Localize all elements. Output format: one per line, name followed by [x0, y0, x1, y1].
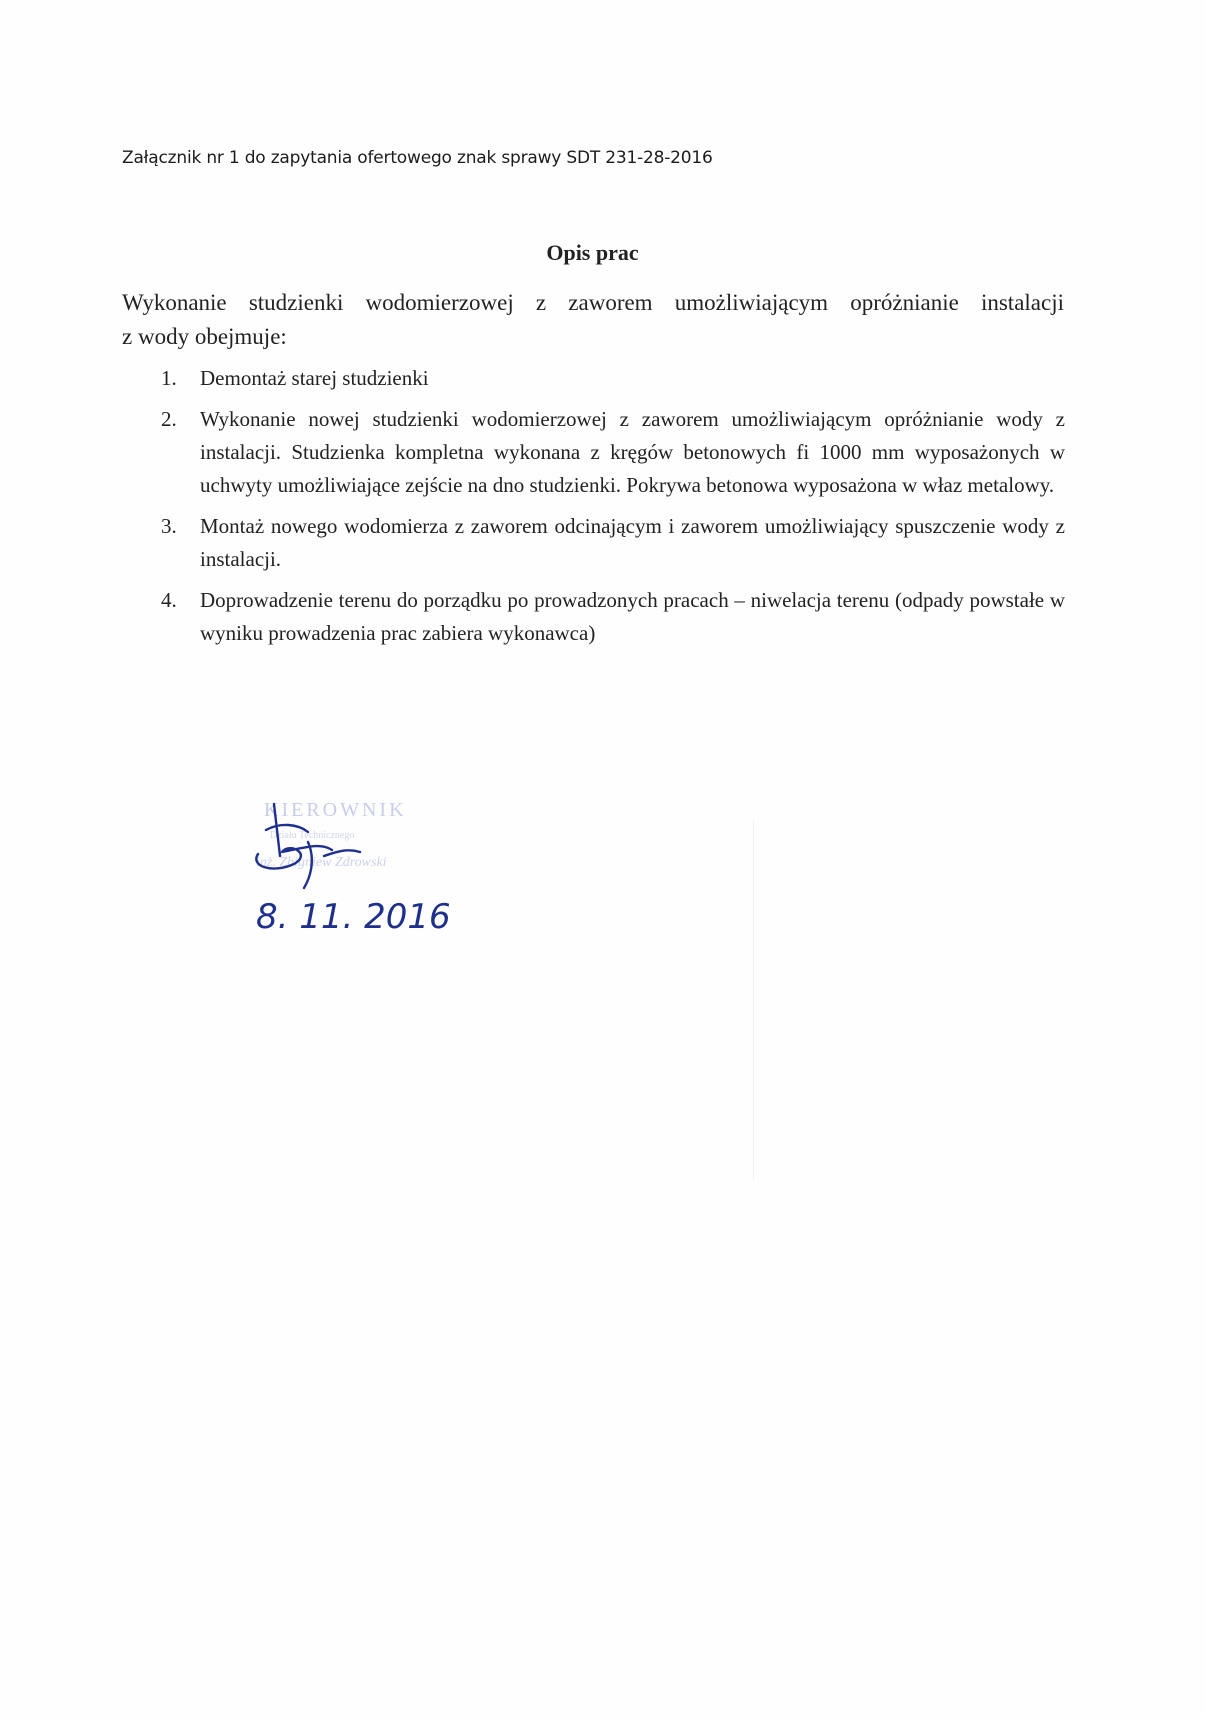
list-item-number: 1. [161, 366, 177, 390]
intro-paragraph [122, 286, 1064, 354]
intro-line-1: Wykonanie studzienki wodomierzowej z zaworem umożliwiającym opróżnianie instalacji [122, 290, 1064, 315]
list-item [150, 584, 1065, 650]
intro-line-2: z wody obejmuje: [122, 324, 287, 349]
list-item-text: Wykonanie nowej studzienki wodomierzowej z zaworem umożliwiającym opróżnianie wody z instalacji. Studzienka kompletna wykonana z kręgów betonowych fi 1000 mm wyposażonych w uchwyty umożliwiające zejście na dno studzienki. Pokrywa betonowa wyposażona w właz metalowy. [200, 407, 1065, 497]
list-item-number: 4. [161, 588, 177, 612]
stamp-line-1: KIEROWNIK [264, 799, 407, 821]
attachment-reference: Załącznik nr 1 do zapytania ofertowego znak sprawy SDT 231-28-2016 [122, 148, 713, 168]
list-item [150, 362, 1065, 395]
list-item-number: 3. [161, 514, 177, 538]
list-item-text: Demontaż starej studzienki [200, 366, 429, 390]
page-title: Opis prac [546, 240, 639, 265]
stamp-line-2: Działu Technicznego [270, 830, 355, 841]
stamp-line-3: inż. Zbigniew Zdrowski [256, 855, 387, 870]
stamp-graphic [250, 782, 460, 952]
work-items-list [150, 362, 1065, 658]
list-item-number: 2. [161, 407, 177, 431]
list-item-text: Doprowadzenie terenu do porządku po prowadzonych pracach – niwelacja terenu (odpady powstałe w wyniku prowadzenia prac zabiera wykonawca) [200, 588, 1065, 645]
list-item [150, 403, 1065, 502]
list-item-text: Montaż nowego wodomierza z zaworem odcinającym i zaworem umożliwiający spuszczenie wody z instalacji. [200, 514, 1065, 571]
signature-date: 8. 11. 2016 [256, 897, 451, 937]
scan-artifact-line [753, 820, 754, 1180]
signature-stamp [250, 782, 460, 952]
list-item [150, 510, 1065, 576]
